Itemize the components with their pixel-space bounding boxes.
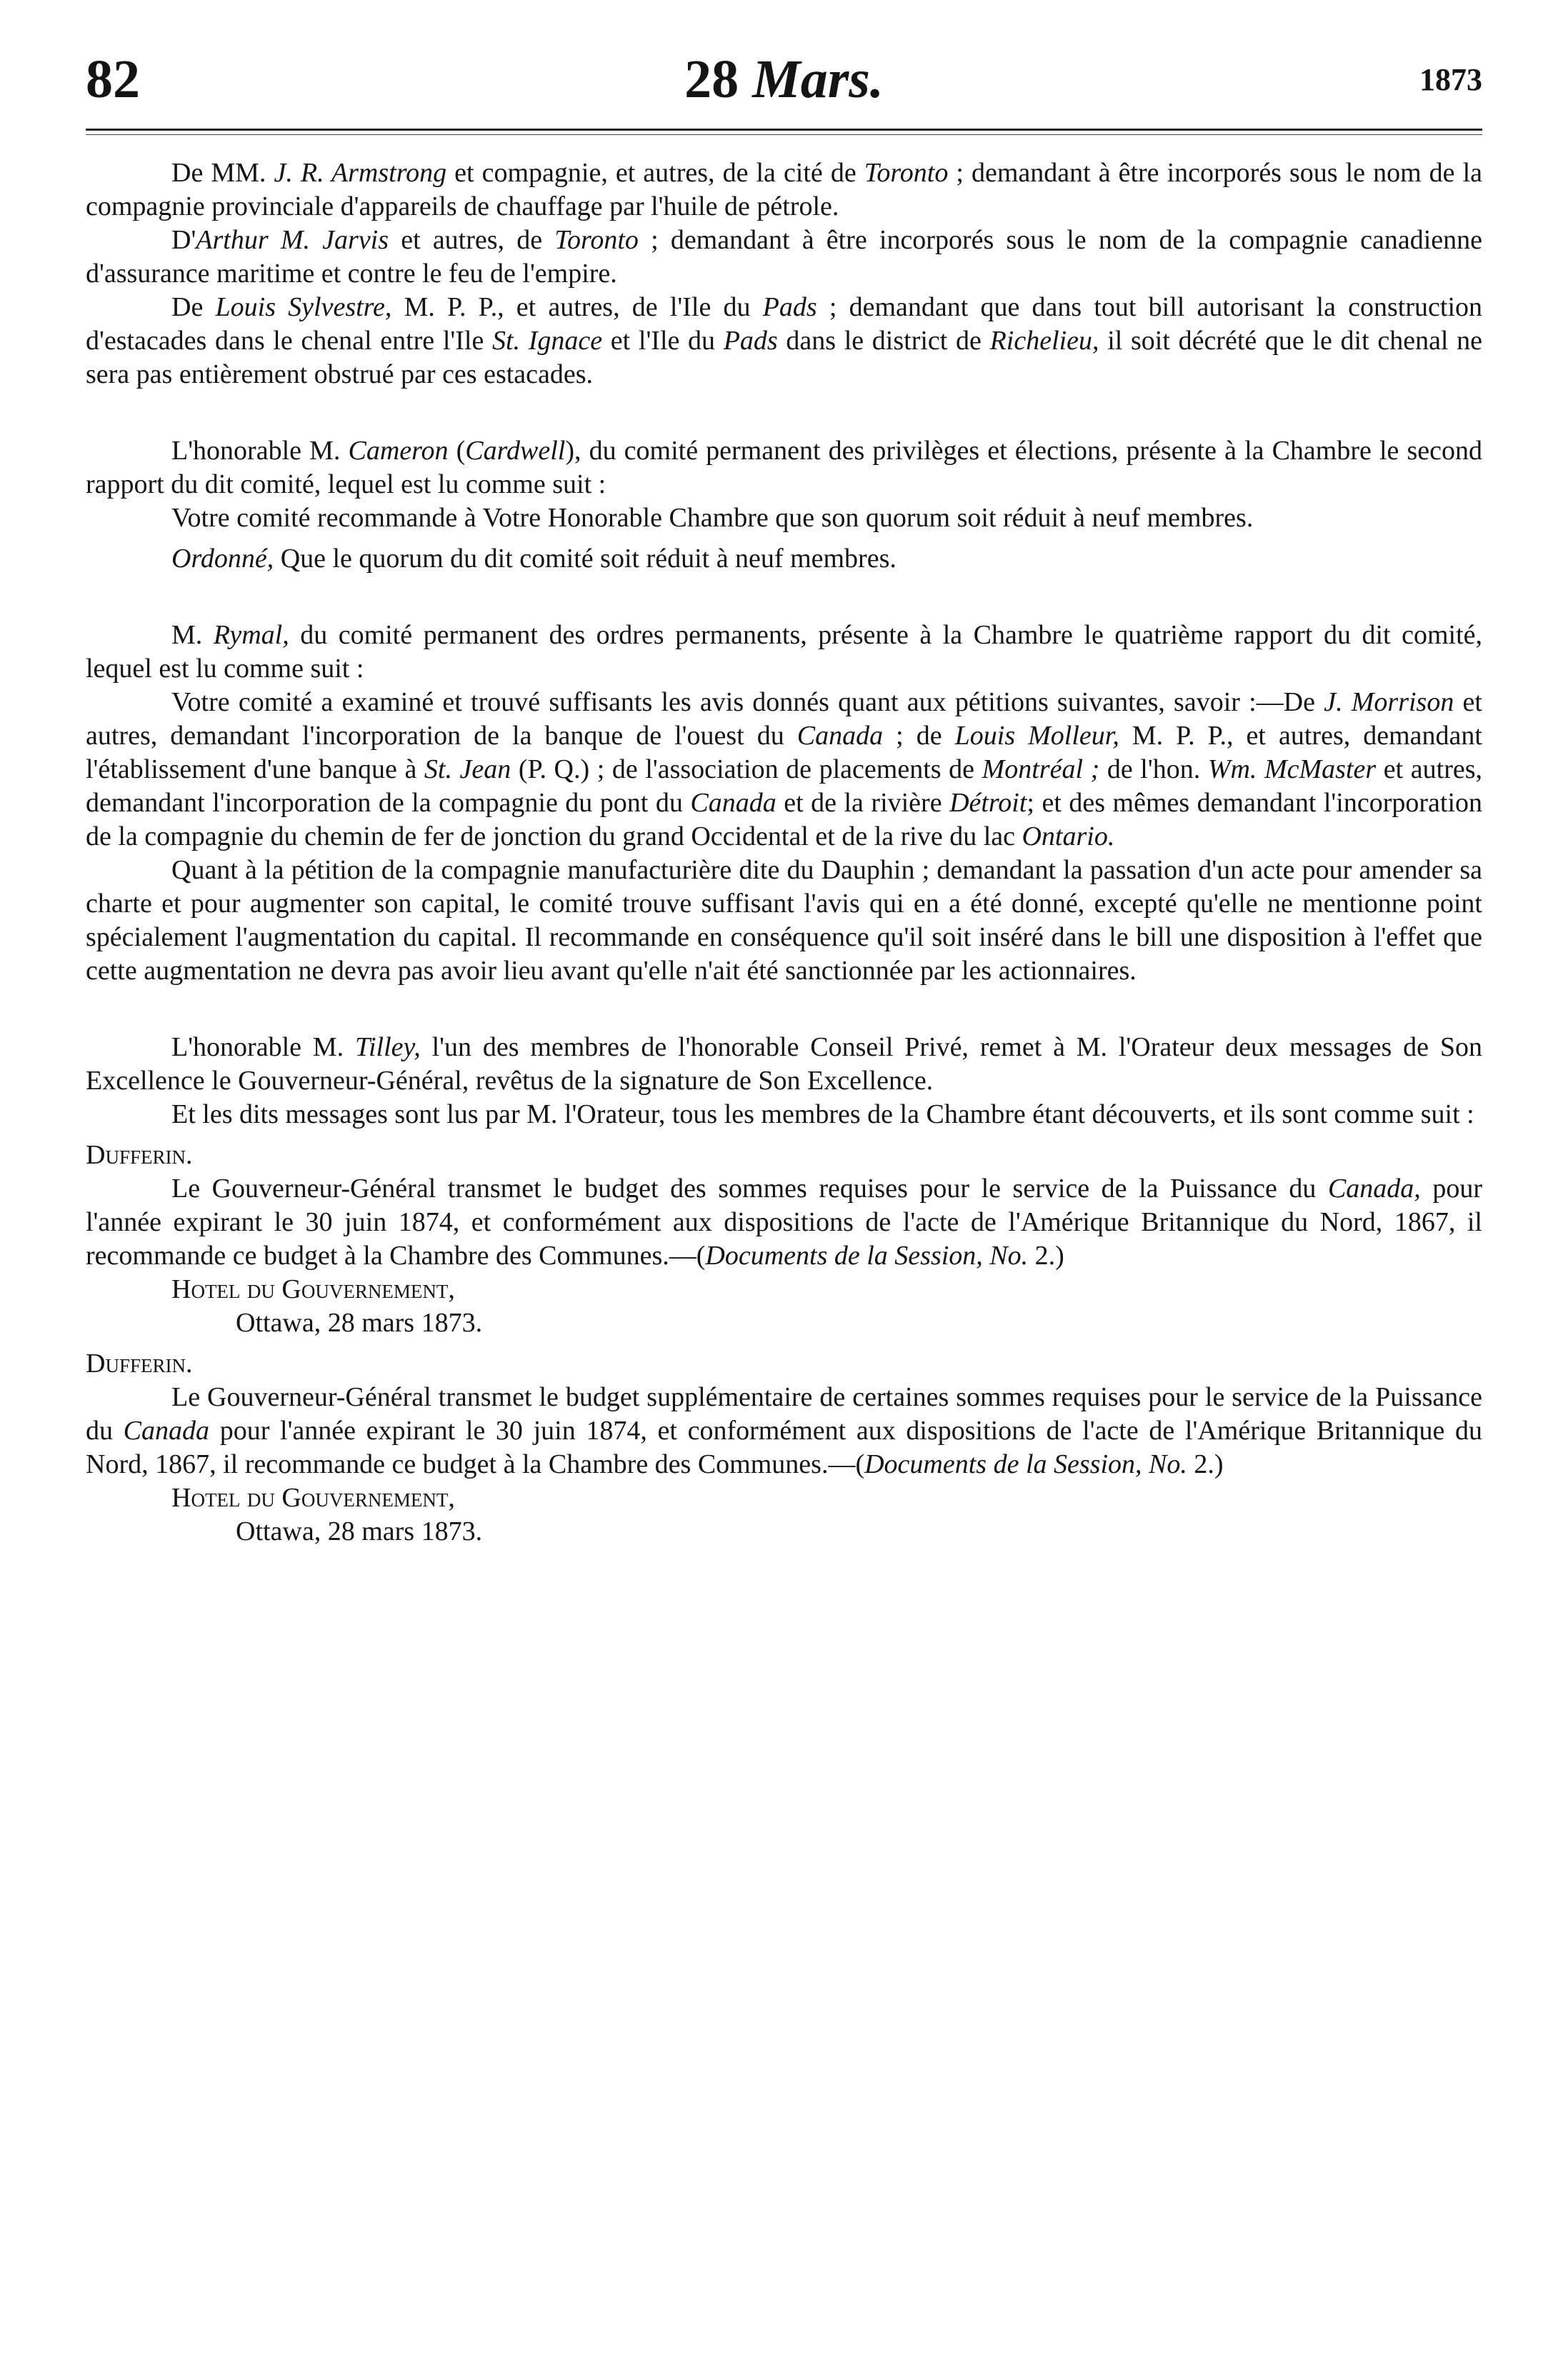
tilley-read: Et les dits messages sont lus par M. l'Orateur, tous les membres de la Chambre étant découverts, et ils sont comme suit : — [171, 1099, 1474, 1129]
message-1-body: Le Gouverneur-Général transmet le budget des sommes requises pour le service de la Puissance du Canada, pour l'année expirant le 30 juin 1874, et conformément aux dispositions de l'acte de l'Amérique Britannique du Nord, 1867, il recommande ce budget à la Chambre des Communes.—(Documents de la Session, No. 2.) — [86, 1174, 1482, 1271]
journal-page — [86, 43, 1482, 1549]
tilley-intro: L'honorable M. Tilley, l'un des membres de l'honorable Conseil Privé, remet à M. l'Orateur deux messages de Son Excellence le Gouverneur-Général, revêtus de la signature de Son Excellence. — [86, 1032, 1482, 1096]
cameron-order: Ordonné, Que le quorum du dit comité soit réduit à neuf membres. — [171, 544, 897, 574]
message-1-signature: Dufferin. — [86, 1140, 193, 1170]
page-date-heading — [86, 49, 1482, 111]
petition-armstrong: De MM. J. R. Armstrong et compagnie, et autres, de la cité de Toronto ; demandant à être incorporés sous le nom de la compagnie provinciale d'appareils de chauffage par l'huile de pétrole. — [86, 158, 1482, 221]
message-1-hotel: Hotel du Gouvernement, — [171, 1274, 455, 1304]
date-month: Mars. — [752, 49, 884, 109]
message-2-hotel: Hotel du Gouvernement, — [171, 1483, 455, 1513]
cameron-report: Votre comité recommande à Votre Honorable Chambre que son quorum soit réduit à neuf membres. — [171, 503, 1254, 533]
header-rule — [86, 129, 1482, 131]
message-2-body: Le Gouverneur-Général transmet le budget supplémentaire de certaines sommes requises pour le service de la Puissance du Canada pour l'année expirant le 30 juin 1874, et conformément aux dispositions de l'acte de l'Amérique Britannique du Nord, 1867, il recommande ce budget à la Chambre des Communes.—(Documents de la Session, No. 2.) — [86, 1382, 1483, 1479]
date-number: 28 — [684, 49, 739, 109]
header-rule-thin — [86, 134, 1482, 135]
cameron-intro: L'honorable M. Cameron (Cardwell), du comité permanent des privilèges et élections, présente à la Chambre le second rapport du dit comité, lequel est lu comme suit : — [86, 436, 1482, 499]
message-1-place-date: Ottawa, 28 mars 1873. — [236, 1308, 483, 1338]
page-header — [86, 43, 1482, 121]
dauphin-paragraph: Quant à la pétition de la compagnie manufacturière dite du Dauphin ; demandant la passation d'un acte pour amender sa charte et pour augmenter son capital, le comité trouve suffisant l'avis qui en a été donné, excepté qu'elle ne mentionne point spécialement l'augmentation du capital. Il recommande en conséquence qu'il soit inséré dans le bill une disposition à l'effet que cette augmentation ne devra pas avoir lieu avant qu'elle n'ait été sanctionnée par les actionnaires. — [86, 855, 1482, 986]
petition-jarvis: D'Arthur M. Jarvis et autres, de Toronto ; demandant à être incorporés sous le nom de la compagnie canadienne d'assurance maritime et contre le feu de l'empire. — [86, 225, 1482, 289]
page-year: 1873 — [1419, 62, 1482, 97]
rymal-report: Votre comité a examiné et trouvé suffisants les avis donnés quant aux pétitions suivantes, savoir :—De J. Morrison et autres, demandant l'incorporation de la banque de l'ouest du Canada ; de Louis Molleur, M. P. P., et autres, demandant l'établissement d'une banque à St. Jean (P. Q.) ; de l'association de placements de Montréal ; de l'hon. Wm. McMaster et autres, demandant l'incorporation de la compagnie du pont du Canada et de la rivière Détroit; et des mêmes demandant l'incorporation de la compagnie du chemin de fer de jonction du grand Occidental et de la rive du lac Ontario. — [86, 687, 1483, 851]
message-2-place-date: Ottawa, 28 mars 1873. — [236, 1516, 483, 1546]
petition-sylvestre: De Louis Sylvestre, M. P. P., et autres, de l'Ile du Pads ; demandant que dans tout bill autorisant la construction d'estacades dans le chenal entre l'Ile St. Ignace et l'Ile du Pads dans le district de Richelieu, il soit décrété que le dit chenal ne sera pas entièrement obstrué par ces estacades. — [86, 292, 1483, 389]
page-number: 82 — [86, 49, 140, 109]
rymal-intro: M. Rymal, du comité permanent des ordres permanents, présente à la Chambre le quatrième rapport du dit comité, lequel est lu comme suit : — [86, 620, 1483, 684]
message-2-signature: Dufferin. — [86, 1349, 193, 1379]
